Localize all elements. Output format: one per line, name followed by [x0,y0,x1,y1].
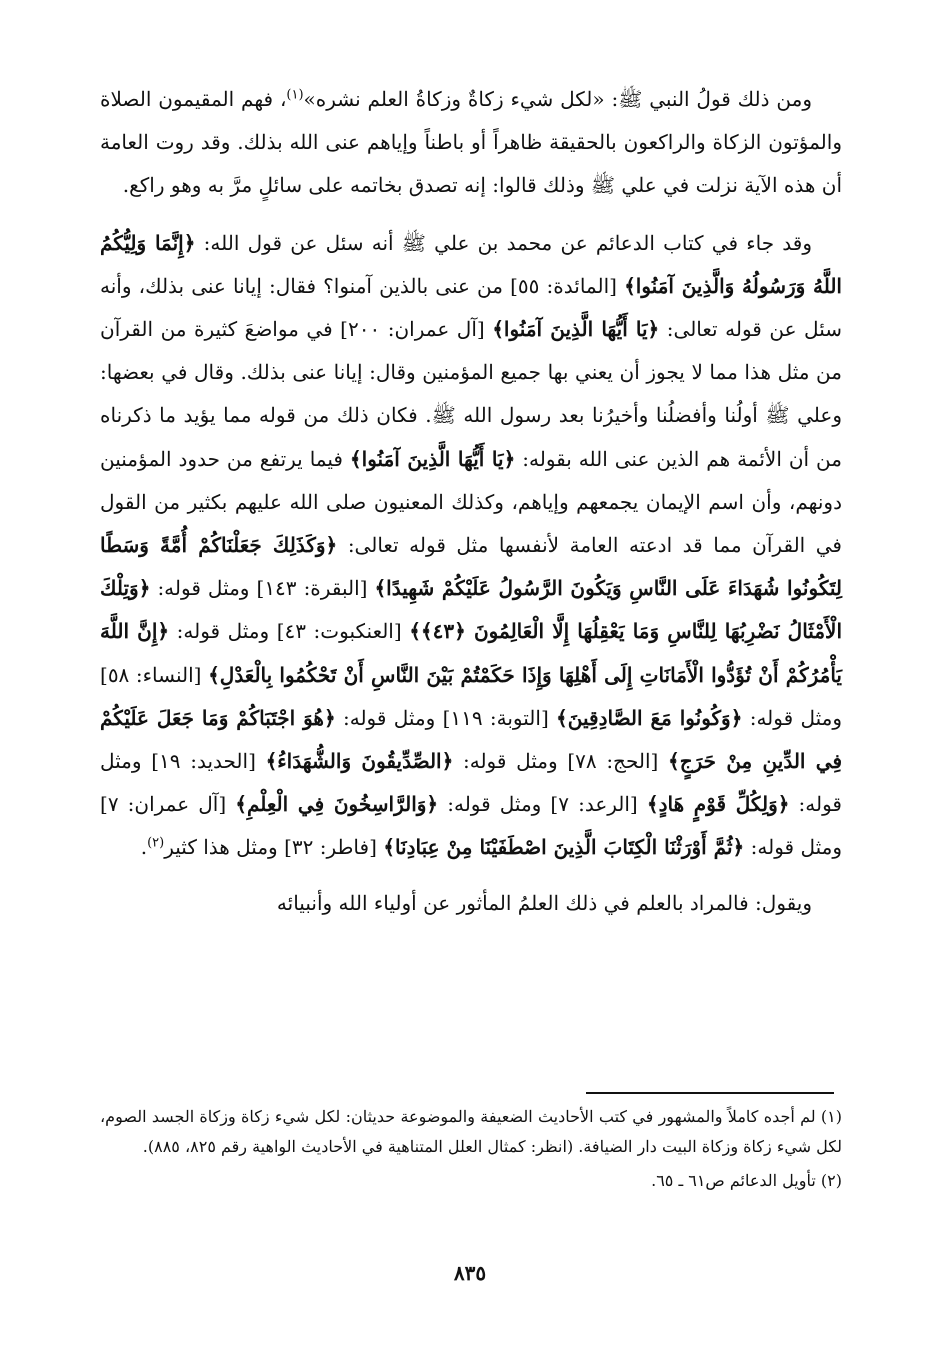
footnote-2 [100,1166,842,1196]
quran-quote: ﴿الصِّدِّيقُونَ وَالشُّهَدَاءُ﴾ [265,749,454,774]
paragraph-1: ومن ذلك قولُ النبي ﷺ: «لكل شيء زكاةٌ وزكاةُ العلم نشره»$^{(١)}$، فهم المقيمون الصلاة والمؤتون الزكاة والراكعون بالحقيقة ظاهراً أو باطناً وإياهم عنى الله بذلك. وقد روت العامة أن هذه الآية نزلت في علي ﷺ وذلك قالوا: إنه تصدق بخاتمه على سائلٍ مرَّ به وهو راكع. [100,87,842,198]
footnote-ref-2[interactable]: (٢) [147,835,165,851]
footnote-text: لم أجده كاملاً والمشهور في كتب الأحاديث الضعيفة والموضوعة حديثان: لكل شيء زكاة وزكاة الجسد الصوم، لكل شيء زكاة وزكاة البيت دار الضيافة. (انظر: كمثال العلل المتناهية في الأحاديث الواهية رقم ٨٢٥، ٨٨٥). [100,1107,842,1156]
quran-quote: ﴿وَالرَّاسِخُونَ فِي الْعِلْمِ﴾ [235,792,439,817]
footnote-divider [586,1092,834,1094]
quran-quote: ﴿وَكَذَلِكَ جَعَلْنَاكُمْ أُمَّةً وَسَطًا لِتَكُونُوا شُهَدَاءَ عَلَى النَّاسِ وَيَكُونَ الرَّسُولُ عَلَيْكُمْ شَهِيدًا﴾ [100,533,843,601]
quran-quote: ﴿وَكُونُوا مَعَ الصَّادِقِينَ﴾ [556,705,743,730]
footnote-marker: (١) [820,1107,843,1126]
footnote-1 [100,1102,842,1162]
paragraph-3: ويقول: فالمراد بالعلم في ذلك العلمُ المأثور عن أولياء الله وأنبيائه [276,890,812,915]
quran-quote: ﴿يَا أَيُّهَا الَّذِينَ آمَنُوا﴾ [349,446,516,471]
page-number: ٨٣٥ [453,1261,487,1285]
quran-quote: ﴿إِنَّ اللَّهَ يَأْمُرُكُمْ أَنْ تُؤَدُّوا الْأَمَانَاتِ إِلَى أَهْلِهَا وَإِذَا حَكَمْتُمْ بَيْنَ النَّاسِ أَنْ تَحْكُمُوا بِالْعَدْلِ﴾ [100,619,842,687]
quran-quote: ﴿يَا أَيُّهَا الَّذِينَ آمَنُوا﴾ [492,317,660,342]
footnote-text: تأويل الدعائم ص٦١ ـ ٦٥. [651,1171,816,1190]
quran-quote: ﴿وَتِلْكَ الْأَمْثَالُ نَضْرِبُهَا لِلنَّاسِ وَمَا يَعْقِلُهَا إِلَّا الْعَالِمُونَ ﴿٤٣﴾﴾ [100,576,843,644]
footnote-marker: (٢) [820,1171,842,1190]
paragraph-2: وقد جاء في كتاب الدعائم عن محمد بن علي ﷺ أنه سئل عن قول الله: ﴿إِنَّمَا وَلِيُّكُمُ اللَّهُ وَرَسُولُهُ وَالَّذِينَ آمَنُوا﴾ [المائدة: ٥٥] من عنى بالذين آمنوا؟ فقال: إيانا عنى بذلك، وأنه سئل عن قوله تعالى: ﴿يَا أَيُّهَا الَّذِينَ آمَنُوا﴾ [آل عمران: ٢٠٠] في مواضعَ كثيرة من القرآن من مثل هذا مما لا يجوز أن يعني بها جميع المؤمنين وقال: إيانا عنى بذلك. وقال في بعضها: وعلي ﷺ أولُنا وأفضلُنا وأخيرُنا بعد رسول الله ﷺ. فكان ذلك من قوله مما يؤيد ما ذكرناه من أن الأئمة هم الذين عنى الله بقوله: ﴿يَا أَيُّهَا الَّذِينَ آمَنُوا﴾ فيما يرتفع من حدود المؤمنين دونهم، وأن اسم الإيمان يجمعهم وإياهم، وكذلك المعنيون صلى الله عليهم بكثير من القول في القرآن مما قد ادعته العامة لأنفسها مثل قوله تعالى: ﴿وَكَذَلِكَ جَعَلْنَاكُمْ أُمَّةً وَسَطًا لِتَكُونُوا شُهَدَاءَ عَلَى النَّاسِ وَيَكُونَ الرَّسُولُ عَلَيْكُمْ شَهِيدًا﴾ [البقرة: ١٤٣] ومثل قوله: ﴿وَتِلْكَ الْأَمْثَالُ نَضْرِبُهَا لِلنَّاسِ وَمَا يَعْقِلُهَا إِلَّا الْعَالِمُونَ ﴿٤٣﴾﴾ [العنكبوت: ٤٣] ومثل قوله: ﴿إِنَّ اللَّهَ يَأْمُرُكُمْ أَنْ تُؤَدُّوا الْأَمَانَاتِ إِلَى أَهْلِهَا وَإِذَا حَكَمْتُمْ بَيْنَ النَّاسِ أَنْ تَحْكُمُوا بِالْعَدْلِ﴾ [النساء: ٥٨] ومثل قوله: ﴿وَكُونُوا مَعَ الصَّادِقِينَ﴾ [التوبة: ١١٩] ومثل قوله: ﴿هُوَ اجْتَبَاكُمْ وَمَا جَعَلَ عَلَيْكُمْ فِي الدِّينِ مِنْ حَرَجٍ﴾ [الحج: ٧٨] ومثل قوله: ﴿الصِّدِّيقُونَ وَالشُّهَدَاءُ﴾ [الحديد: ١٩] ومثل قوله: ﴿وَلِكُلِّ قَوْمٍ هَادٍ﴾ [الرعد: ٧] ومثل قوله: ﴿وَالرَّاسِخُونَ فِي الْعِلْمِ﴾ [آل عمران: ٧] ومثل قوله: ﴿ثُمَّ أَوْرَثْنَا الْكِتَابَ الَّذِينَ اصْطَفَيْنَا مِنْ عِبَادِنَا﴾ [فاطر: ٣٢] ومثل هذا كثير$^{(٢)}$. [100,230,843,860]
quran-quote: ﴿وَلِكُلِّ قَوْمٍ هَادٍ﴾ [646,792,790,817]
footnote-ref-1[interactable]: (١) [286,87,304,103]
main-text [100,78,842,925]
quran-quote: ﴿هُوَ اجْتَبَاكُمْ وَمَا جَعَلَ عَلَيْكُمْ فِي الدِّينِ مِنْ حَرَجٍ﴾ [100,705,842,774]
quran-quote: ﴿إِنَّمَا وَلِيُّكُمُ اللَّهُ وَرَسُولُهُ وَالَّذِينَ آمَنُوا﴾ [100,230,842,298]
footnotes [100,1102,842,1200]
quran-quote: ﴿ثُمَّ أَوْرَثْنَا الْكِتَابَ الَّذِينَ اصْطَفَيْنَا مِنْ عِبَادِنَا﴾ [383,835,745,860]
